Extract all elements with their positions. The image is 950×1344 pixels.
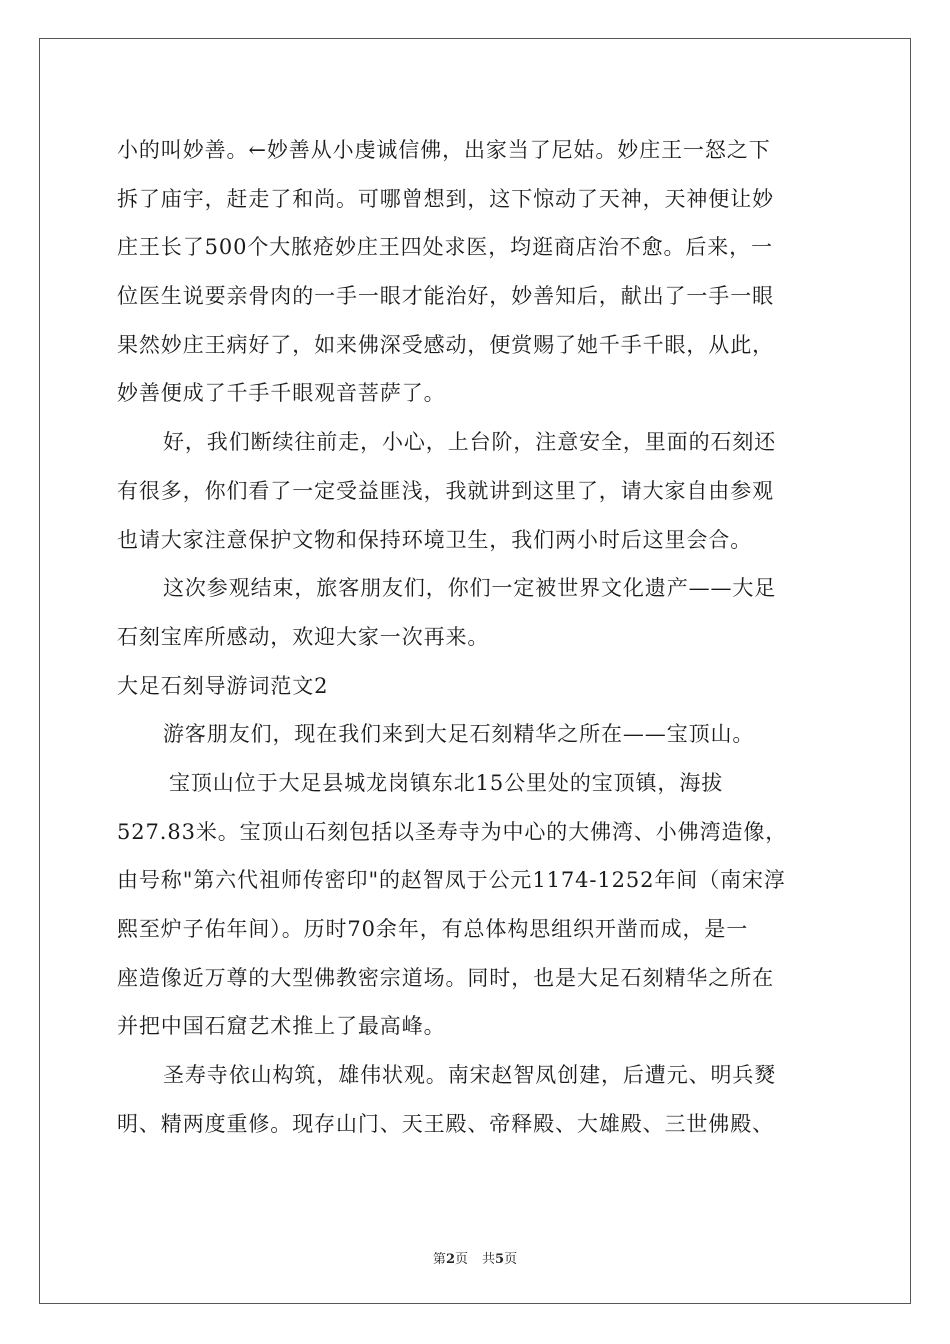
document-body — [117, 126, 837, 1148]
text-line: 妙善便成了千手千眼观音菩萨了。 — [117, 381, 446, 406]
text-line: 座造像近万尊的大型佛教密宗道场。同时，也是大足石刻精华之所在 — [117, 965, 774, 990]
text-line: 也请大家注意保护文物和保持环境卫生，我们两小时后这里会合。 — [117, 527, 753, 552]
total-suffix: 页 — [504, 1252, 518, 1267]
text-line: 由号称"第六代祖师传密印"的赵智凤于公元1174-1252年间（南宋淳 — [117, 868, 786, 893]
paragraph-start-line: 宝顶山位于大足县城龙岗镇东北15公里处的宝顶镇，海拔 — [169, 770, 724, 795]
text-line: 果然妙庄王病好了，如来佛深受感动，便赏赐了她千手千眼，从此， — [117, 332, 774, 357]
text-line: 有很多，你们看了一定受益匪浅，我就讲到这里了，请大家自由参观 — [117, 478, 774, 503]
text-line: 拆了庙宇，赶走了和尚。可哪曾想到，这下惊动了天神，天神便让妙 — [117, 186, 774, 211]
text-line: 小的叫妙善。←妙善从小虔诚信佛，出家当了尼姑。妙庄王一怒之下 — [117, 138, 771, 162]
page-suffix: 页 — [454, 1252, 468, 1267]
page-footer — [0, 1248, 950, 1267]
text-line: 位医生说要亲骨肉的一手一眼才能治好，妙善知后，献出了一手一眼 — [117, 284, 774, 309]
text-line: 明、精两度重修。现存山门、天王殿、帝释殿、大雄殿、三世佛殿、 — [117, 1111, 774, 1136]
text-line: 石刻宝库所感动，欢迎大家一次再来。 — [117, 624, 490, 649]
paragraph-start-line: 游客朋友们，现在我们来到大足石刻精华之所在——宝顶山。 — [163, 722, 755, 747]
total-prefix: 共 — [482, 1252, 496, 1267]
text-line: 527.83米。宝顶山石刻包括以圣寿寺为中心的大佛湾、小佛湾造像， — [117, 819, 788, 844]
page-number: 2 — [445, 1252, 455, 1267]
text-line: 庄王长了500个大脓疮妙庄王四处求医，均逛商店治不愈。后来，一 — [117, 235, 773, 260]
total-pages: 5 — [495, 1252, 505, 1267]
page-prefix: 第 — [432, 1252, 446, 1267]
paragraph-start-line: 圣寿寺依山构筑，雄伟状观。南宋赵智凤创建，后遭元、明兵燹 — [163, 1063, 777, 1088]
section-heading: 大足石刻导游词范文2 — [117, 673, 329, 698]
text-line: 并把中国石窟艺术推上了最高峰。 — [117, 1014, 446, 1039]
paragraph-start-line: 好，我们断续往前走，小心，上台阶，注意安全，里面的石刻还 — [163, 430, 777, 455]
text-line: 熙至炉子佑年间）。历时70余年，有总体构思组织开凿而成，是一 — [117, 917, 749, 941]
paragraph-start-line: 这次参观结束，旅客朋友们，你们一定被世界文化遗产——大足 — [163, 576, 777, 601]
